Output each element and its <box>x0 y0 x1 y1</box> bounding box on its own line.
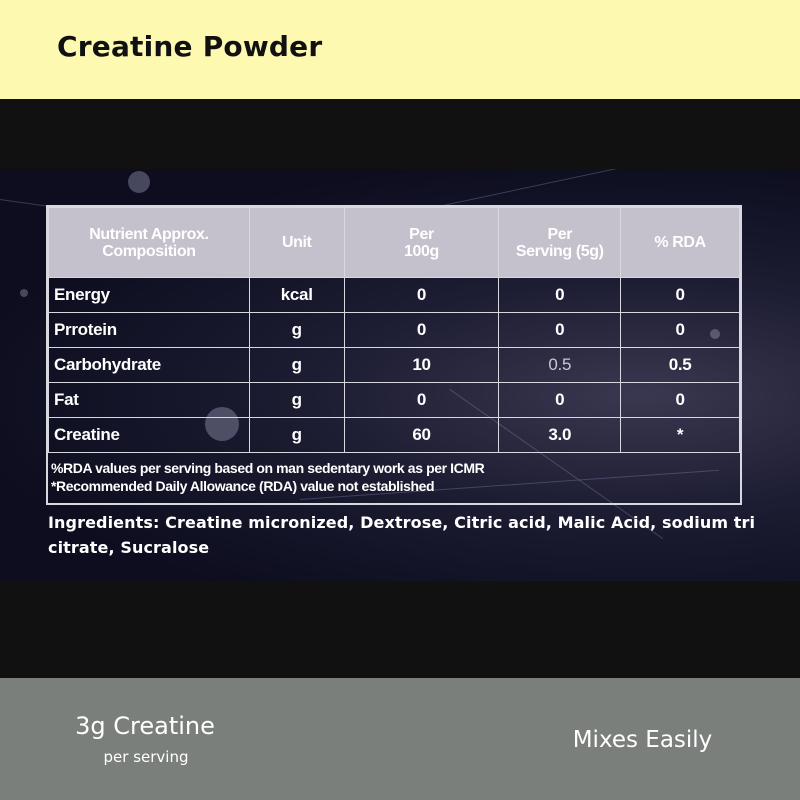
table-row <box>49 418 740 453</box>
ingredients-text: Ingredients: Creatine micronized, Dextrose, Citric acid, Malic Acid, sodium tri citrate, Sucralose <box>48 513 756 557</box>
header-nutrient-text: Nutrient Approx. Composition <box>89 225 209 260</box>
table-row <box>49 348 740 383</box>
nutrient-cell: Fat <box>49 383 250 418</box>
nutrition-table-frame <box>46 205 742 505</box>
per-100g-cell: 0 <box>344 383 499 418</box>
per-100g-cell: 60 <box>344 418 499 453</box>
header-per-serving-text: Per Serving (5g) <box>515 225 604 260</box>
per-serving-cell: 0 <box>499 313 621 348</box>
feature-mixes-easily: Mixes Easily <box>572 727 713 753</box>
table-row <box>49 278 740 313</box>
header-rda-text: % RDA <box>654 234 706 251</box>
rda-cell: 0.5 <box>621 348 740 383</box>
rda-cell: 0 <box>621 313 740 348</box>
table-footnote <box>51 459 484 495</box>
unit-cell: g <box>249 313 344 348</box>
rda-cell: 0 <box>621 383 740 418</box>
table-row <box>49 313 740 348</box>
header-per-serving <box>499 208 621 278</box>
rda-cell: 0 <box>621 278 740 313</box>
dark-band-bottom <box>0 581 800 678</box>
dark-band-top <box>0 99 800 169</box>
per-100g-cell: 10 <box>344 348 499 383</box>
per-100g-cell: 0 <box>344 313 499 348</box>
nutrient-cell: Energy <box>49 278 250 313</box>
product-title: Creatine Powder <box>57 30 323 63</box>
nutrition-table <box>48 207 740 453</box>
per-serving-cell: 0 <box>499 383 621 418</box>
unit-cell: g <box>249 418 344 453</box>
header-per-100g-text: Per 100g <box>404 225 439 260</box>
per-100g-cell: 0 <box>344 278 499 313</box>
unit-cell: kcal <box>249 278 344 313</box>
nutrient-cell: Creatine <box>49 418 250 453</box>
table-header-row <box>49 208 740 278</box>
nutrient-cell: Carbohydrate <box>49 348 250 383</box>
unit-cell: g <box>249 348 344 383</box>
footnote-rda-basis: %RDA values per serving based on man sedentary work as per ICMR <box>51 460 485 476</box>
nutrient-cell: Prrotein <box>49 313 250 348</box>
feature-creatine-caption: per serving <box>103 748 189 766</box>
table-row <box>49 383 740 418</box>
unit-cell: g <box>249 383 344 418</box>
decorative-dot <box>20 289 28 297</box>
per-serving-cell: 3.0 <box>499 418 621 453</box>
top-banner <box>0 0 800 99</box>
footnote-rda-not-established: *Recommended Daily Allowance (RDA) value not established <box>51 478 435 494</box>
per-serving-cell: 0.5 <box>499 348 621 383</box>
header-per-100g <box>344 208 499 278</box>
decorative-dot <box>128 171 150 193</box>
header-unit-text: Unit <box>281 234 312 251</box>
per-serving-cell: 0 <box>499 278 621 313</box>
feature-creatine-amount: 3g Creatine <box>75 712 215 740</box>
header-unit <box>249 208 344 278</box>
header-rda <box>621 208 740 278</box>
rda-cell: * <box>621 418 740 453</box>
header-nutrient <box>49 208 250 278</box>
